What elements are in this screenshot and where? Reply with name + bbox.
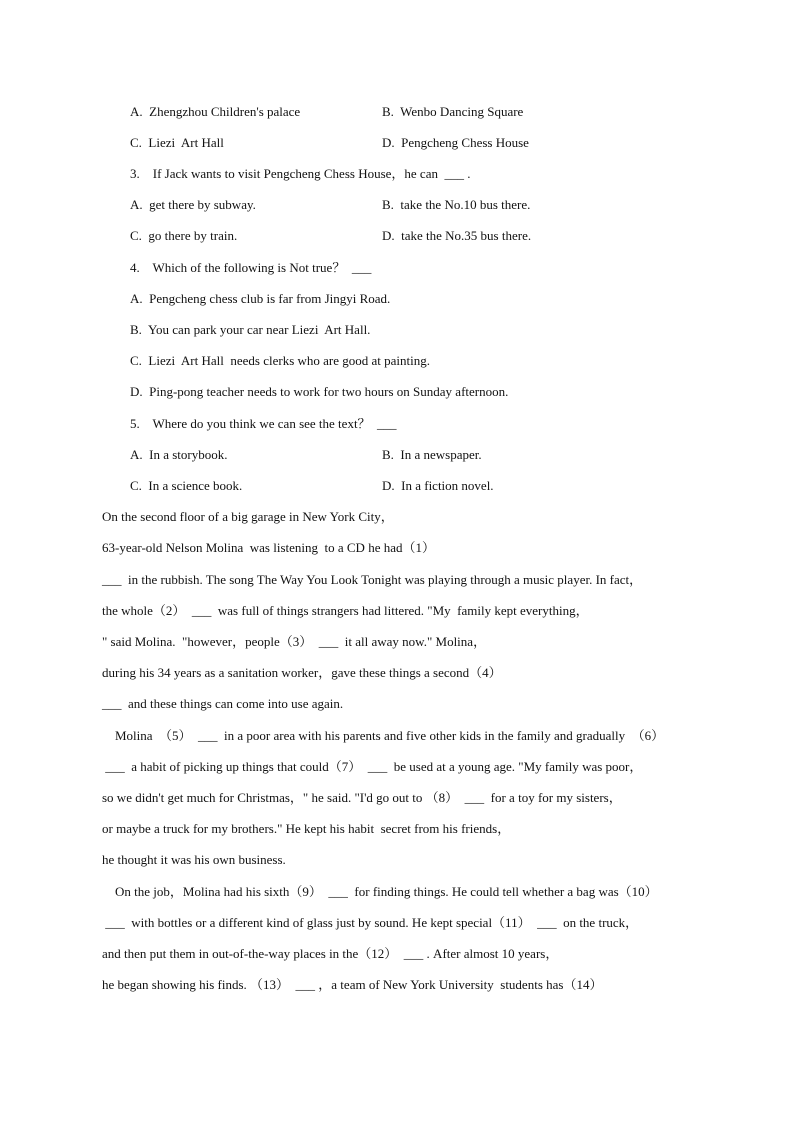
q3-option-c: C. go there by train. [130,228,238,243]
passage-line: and then put them in out-of-the-way places in the（12） ___ . After almost 10 years， [102,946,559,961]
passage-line: ___ a habit of picking up things that could（7） ___ be used at a young age. "My family was poor， [102,759,643,774]
q5-option-row-1 [130,447,690,463]
q2-option-d: D. Pengcheng Chess House [382,135,529,150]
q3-option-row-2 [130,228,690,244]
q4-option-c: C. Liezi Art Hall needs clerks who are good at painting. [130,353,431,368]
passage-line: " said Molina. "however，people（3） ___ it all away now." Molina， [102,634,487,649]
passage-line: or maybe a truck for my brothers." He kept his habit secret from his friends， [102,821,511,836]
q4-option-b: B. You can park your car near Liezi Art Hall. [130,322,371,337]
q4-stem: 4. Which of the following is Not true？ ___ [130,260,372,275]
q5-option-row-2 [130,478,690,494]
passage-line: ___ with bottles or a different kind of glass just by sound. He kept special（11） ___ on the truck， [102,915,639,930]
q2-option-a: A. Zhengzhou Children's palace [130,104,301,119]
q3-stem: 3. If Jack wants to visit Pengcheng Chess House，he can ___ . [130,166,471,181]
passage-line: he began showing his finds. （13） ___ ，a team of New York University students has（14） [102,977,603,992]
passage-line: 63-year-old Nelson Molina was listening to a CD he had（1） [102,540,435,555]
q2-option-row-2 [130,135,690,151]
q4-option-d: D. Ping-pong teacher needs to work for two hours on Sunday afternoon. [130,384,509,399]
passage-line: he thought it was his own business. [102,852,286,867]
passage-line: ___ in the rubbish. The song The Way You Look Tonight was playing through a music player. In fact， [102,572,643,587]
q2-option-row-1 [130,104,690,120]
q3-option-row-1 [130,197,690,213]
passage-line: ___ and these things can come into use again. [102,696,344,711]
q5-option-d: D. In a fiction novel. [382,478,494,493]
q5-option-a: A. In a storybook. [130,447,228,462]
passage-line: On the job，Molina had his sixth（9） ___ for finding things. He could tell whether a bag was（10） [102,884,658,899]
q5-option-b: B. In a newspaper. [382,447,482,462]
q4-option-a: A. Pengcheng chess club is far from Jingyi Road. [130,291,391,306]
q3-option-a: A. get there by subway. [130,197,256,212]
passage-line: during his 34 years as a sanitation worker，gave these things a second（4） [102,665,502,680]
q2-option-c: C. Liezi Art Hall [130,135,224,150]
passage-line: the whole（2） ___ was full of things strangers had littered. "My family kept everything， [102,603,589,618]
q5-stem: 5. Where do you think we can see the text？ ___ [130,416,397,431]
q5-option-c: C. In a science book. [130,478,243,493]
q3-option-d: D. take the No.35 bus there. [382,228,532,243]
q3-option-b: B. take the No.10 bus there. [382,197,531,212]
passage-line: so we didn't get much for Christmas，" he said. "I'd go out to （8） ___ for a toy for my sisters， [102,790,622,805]
passage-line: Molina （5） ___ in a poor area with his parents and five other kids in the family and gradually （6） [102,728,665,743]
q2-option-b: B. Wenbo Dancing Square [382,104,524,119]
passage-line: On the second floor of a big garage in New York City， [102,509,394,524]
